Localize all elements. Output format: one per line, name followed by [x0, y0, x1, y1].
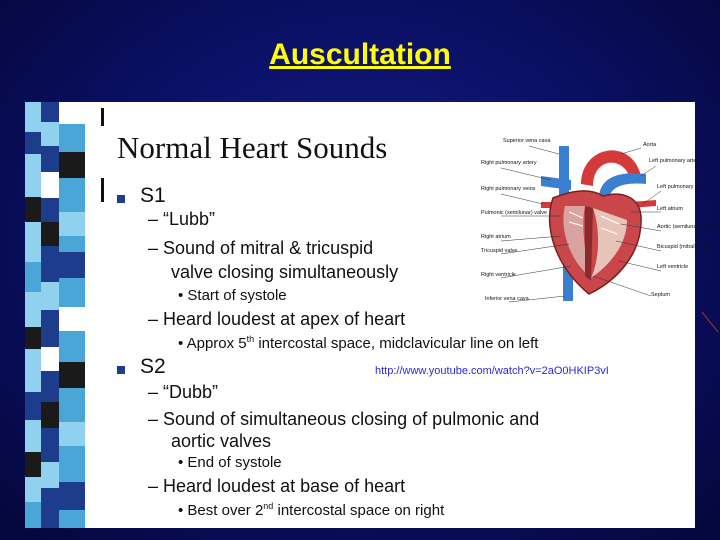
- diagram-label: Right pulmonary artery: [481, 160, 537, 166]
- s2-item: • Best over 2nd intercostal space on right: [178, 501, 445, 519]
- diagram-label: Pulmonic (semilunar) valve: [481, 210, 548, 216]
- heading-marker: [101, 178, 104, 202]
- slide-heading: Normal Heart Sounds: [117, 130, 388, 165]
- heading-marker: [101, 108, 104, 126]
- slide-image: [25, 102, 715, 528]
- s2-item: – “Dubb”: [148, 382, 219, 402]
- diagram-label: Tricuspid valve: [481, 248, 518, 254]
- s2-item: aortic valves: [171, 431, 272, 451]
- diagram-label: Left pulmonary veins: [657, 184, 708, 190]
- diagram-label: Right atrium: [481, 234, 511, 240]
- diagram-label: Aortic (semilunar) valve: [657, 224, 715, 230]
- s1-item: – “Lubb”: [148, 209, 216, 229]
- diagram-label: Right pulmonary veins: [481, 186, 536, 192]
- s2-item: • End of systole: [178, 454, 282, 471]
- s2-item: – Sound of simultaneous closing of pulmonic and: [148, 409, 540, 429]
- diagram-label: Septum: [651, 292, 670, 298]
- diagram-label: Bicuspid (mitral) valve: [657, 244, 711, 250]
- heart-diagram: [481, 136, 715, 312]
- diagram-label: Superior vena cava: [503, 138, 551, 144]
- diagram-label: Inferior vena cava: [485, 296, 529, 302]
- diagram-label: Left atrium: [657, 206, 683, 212]
- s2-item: – Heard loudest at base of heart: [148, 476, 406, 496]
- bullet-square: [117, 195, 125, 203]
- s1-item: – Sound of mitral & tricuspid: [148, 238, 374, 258]
- diagram-label: Aorta: [643, 142, 657, 148]
- s1-label: S1: [140, 184, 166, 207]
- decorative-line: [700, 310, 720, 350]
- diagram-label: Left pulmonary artery: [649, 158, 701, 164]
- s1-item: – Heard loudest at apex of heart: [148, 309, 406, 329]
- decorative-stripe: [25, 102, 87, 528]
- s2-label: S2: [140, 355, 166, 378]
- bullet-square: [117, 366, 125, 374]
- diagram-label: Left ventricle: [657, 264, 689, 270]
- s1-item: • Approx 5th intercostal space, midclavicular line on left: [178, 334, 539, 352]
- s1-item: • Start of systole: [178, 287, 287, 304]
- page-title: Auscultation: [269, 38, 451, 71]
- s1-item: valve closing simultaneously: [171, 262, 399, 282]
- video-link[interactable]: http://www.youtube.com/watch?v=2aO0HKIP3vI: [375, 365, 609, 377]
- diagram-label: Right ventricle: [481, 272, 516, 278]
